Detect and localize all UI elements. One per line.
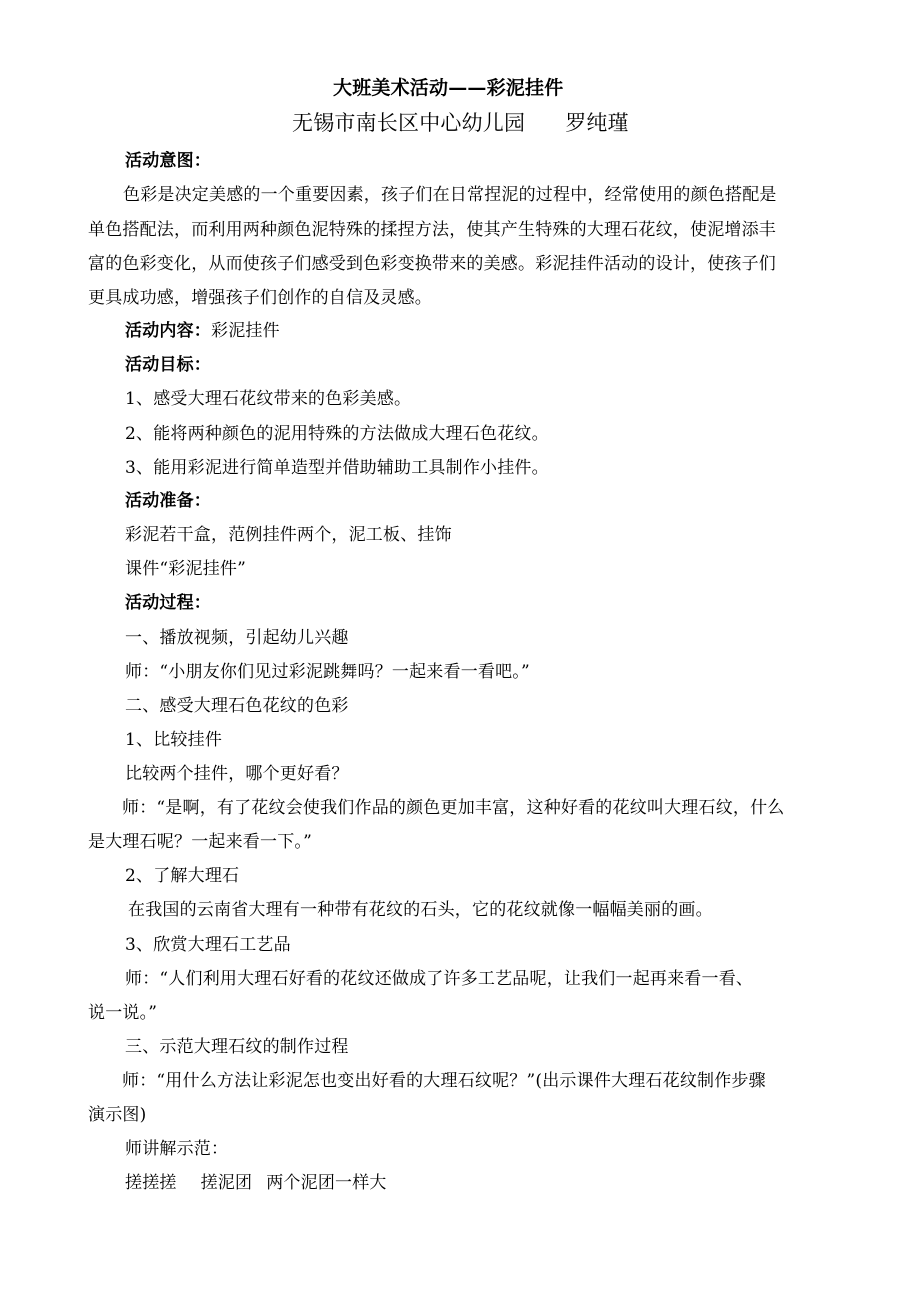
intent-paragraph-line: 富的色彩变化，从而使孩子们感受到色彩变换带来的美感。彩泥挂件活动的设计，使孩子们 <box>88 254 776 274</box>
content-value: 彩泥挂件 <box>211 321 280 341</box>
byline <box>292 113 629 133</box>
process-line: 演示图) <box>88 1105 147 1125</box>
school-name: 无锡市南长区中心幼儿园 <box>292 111 526 135</box>
process-line: 在我国的云南省大理有一种带有花纹的石头，它的花纹就像一幅幅美丽的画。 <box>128 900 713 920</box>
process-section-heading: 三、示范大理石纹的制作过程 <box>125 1037 349 1057</box>
prep-item: 课件“彩泥挂件” <box>125 559 246 579</box>
process-section-heading: 一、播放视频，引起幼儿兴趣 <box>125 628 349 648</box>
intent-paragraph-line: 色彩是决定美感的一个重要因素，孩子们在日常捏泥的过程中，经常使用的颜色搭配是 <box>123 185 777 205</box>
process-line: 师：“用什么方法让彩泥怎也变出好看的大理石纹呢？”(出示课件大理石花纹制作步骤 <box>122 1071 766 1091</box>
process-subheading: 2、了解大理石 <box>125 866 240 886</box>
content-line <box>125 321 280 341</box>
content-heading: 活动内容： <box>125 321 211 341</box>
document-title: 大班美术活动——彩泥挂件 <box>333 77 564 99</box>
intent-paragraph-line: 单色搭配法，而利用两种颜色泥特殊的揉捏方法，使其产生特殊的大理石花纹，使泥增添丰 <box>88 220 776 240</box>
process-section-heading: 二、感受大理石色花纹的色彩 <box>125 696 349 716</box>
prep-heading: 活动准备： <box>125 491 211 511</box>
author-name: 罗纯瑾 <box>565 111 629 135</box>
process-steps <box>125 1173 387 1193</box>
process-line: 说一说。” <box>88 1003 158 1023</box>
step-item: 搓搓搓 <box>125 1173 177 1193</box>
goal-item: 1、感受大理石花纹带来的色彩美感。 <box>125 389 412 409</box>
goals-heading: 活动目标： <box>125 355 211 375</box>
process-subheading: 3、欣赏大理石工艺品 <box>125 935 291 955</box>
step-item: 搓泥团 <box>200 1173 253 1193</box>
goal-item: 2、能将两种颜色的泥用特殊的方法做成大理石色花纹。 <box>125 424 549 444</box>
process-line: 师：“人们利用大理石好看的花纹还做成了许多工艺品呢，让我们一起再来看一看、 <box>125 969 754 989</box>
process-line: 师：“是啊，有了花纹会使我们作品的颜色更加丰富，这种好看的花纹叫大理石纹，什么 <box>122 798 785 818</box>
process-line: 师：“小朋友你们见过彩泥跳舞吗？一起来看一看吧。” <box>125 662 530 682</box>
process-subheading: 1、比较挂件 <box>125 730 223 750</box>
prep-item: 彩泥若干盒，范例挂件两个，泥工板、挂饰 <box>125 525 452 545</box>
process-heading: 活动过程： <box>125 593 211 613</box>
process-line: 比较两个挂件，哪个更好看？ <box>125 764 349 784</box>
intent-heading: 活动意图： <box>125 151 211 171</box>
process-line: 是大理石呢？一起来看一下。” <box>88 832 312 852</box>
step-item: 两个泥团一样大 <box>266 1173 387 1193</box>
goal-item: 3、能用彩泥进行简单造型并借助辅助工具制作小挂件。 <box>125 458 549 478</box>
process-line: 师讲解示范： <box>125 1139 229 1159</box>
intent-paragraph-line: 更具成功感，增强孩子们创作的自信及灵感。 <box>88 288 432 308</box>
